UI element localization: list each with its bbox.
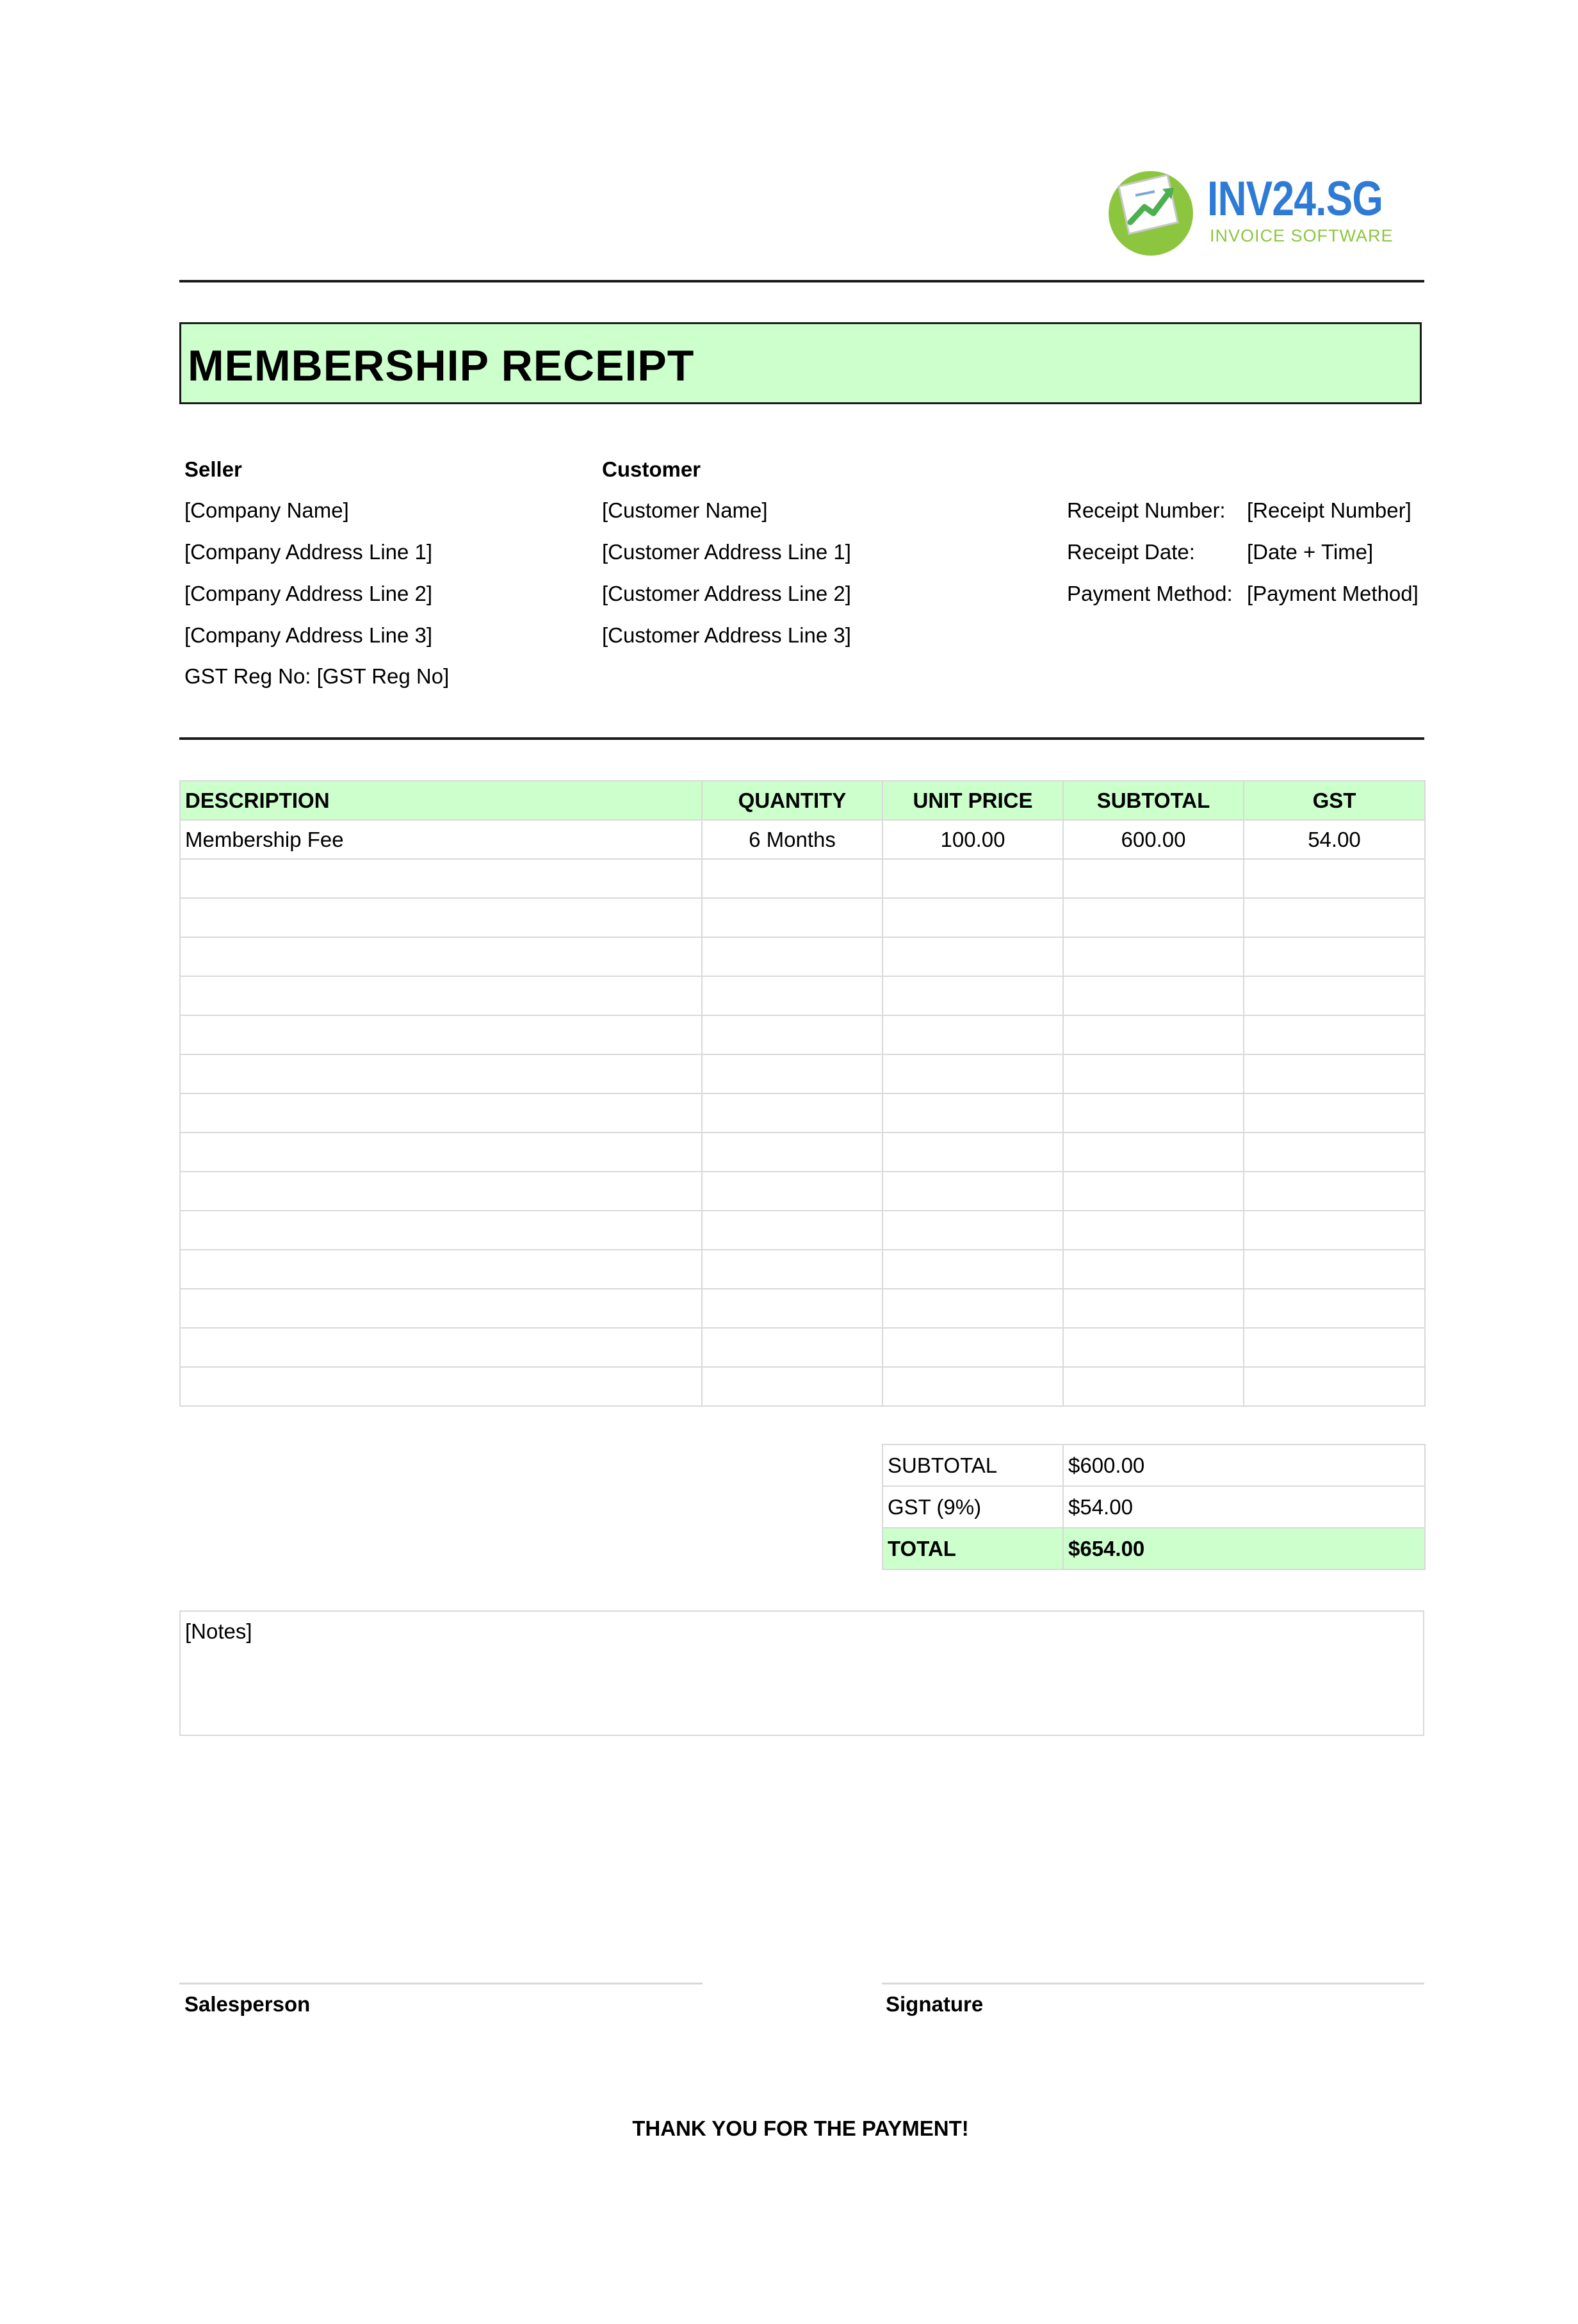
column-header-quantity: QUANTITY bbox=[702, 781, 883, 820]
receipt-number-label: Receipt Number: bbox=[1067, 498, 1226, 522]
seller-gst-reg: GST Reg No: [GST Reg No] bbox=[184, 664, 450, 688]
empty-cell bbox=[702, 1015, 883, 1054]
empty-cell bbox=[1244, 937, 1425, 976]
gst-label: GST (9%) bbox=[883, 1486, 1063, 1528]
empty-table-row bbox=[180, 1367, 1425, 1406]
empty-cell bbox=[1063, 1250, 1244, 1289]
empty-cell bbox=[702, 1328, 883, 1367]
empty-cell bbox=[702, 1172, 883, 1211]
table-row bbox=[180, 820, 1425, 859]
empty-cell bbox=[180, 1133, 702, 1172]
total-value: $654.00 bbox=[1063, 1528, 1425, 1569]
empty-cell bbox=[883, 1015, 1063, 1054]
salesperson-label: Salesperson bbox=[184, 1992, 311, 2016]
empty-cell bbox=[1063, 898, 1244, 937]
empty-cell bbox=[180, 1093, 702, 1133]
empty-cell bbox=[883, 1211, 1063, 1250]
empty-cell bbox=[1063, 1093, 1244, 1133]
empty-cell bbox=[1244, 1133, 1425, 1172]
empty-cell bbox=[883, 1289, 1063, 1328]
section-divider bbox=[179, 737, 1424, 740]
signature-line bbox=[882, 1983, 1424, 1984]
gst-row bbox=[883, 1486, 1425, 1528]
empty-cell bbox=[180, 859, 702, 898]
signature-label: Signature bbox=[886, 1992, 984, 2016]
empty-cell bbox=[1063, 1289, 1244, 1328]
empty-cell bbox=[180, 1211, 702, 1250]
empty-cell bbox=[180, 937, 702, 976]
empty-cell bbox=[1244, 1211, 1425, 1250]
empty-cell bbox=[1063, 1015, 1244, 1054]
empty-table-row bbox=[180, 859, 1425, 898]
empty-cell bbox=[883, 1093, 1063, 1133]
notes-text: [Notes] bbox=[185, 1619, 252, 1643]
empty-cell bbox=[1063, 1054, 1244, 1093]
total-label: TOTAL bbox=[883, 1528, 1063, 1569]
empty-cell bbox=[180, 1250, 702, 1289]
item-quantity: 6 Months bbox=[702, 820, 883, 859]
empty-cell bbox=[1063, 859, 1244, 898]
subtotal-row bbox=[883, 1444, 1425, 1486]
empty-cell bbox=[1063, 937, 1244, 976]
company-logo bbox=[1105, 163, 1394, 259]
receipt-number-value: [Receipt Number] bbox=[1247, 498, 1411, 522]
top-divider bbox=[179, 280, 1424, 282]
empty-table-row bbox=[180, 1250, 1425, 1289]
receipt-date-label: Receipt Date: bbox=[1067, 540, 1195, 564]
column-header-description: DESCRIPTION bbox=[180, 781, 702, 820]
customer-line: [Customer Address Line 1] bbox=[602, 540, 851, 564]
empty-cell bbox=[1244, 1054, 1425, 1093]
seller-line: [Company Name] bbox=[184, 498, 349, 522]
empty-cell bbox=[180, 1054, 702, 1093]
empty-cell bbox=[1244, 1328, 1425, 1367]
empty-table-row bbox=[180, 1093, 1425, 1133]
empty-cell bbox=[1244, 1015, 1425, 1054]
gst-value: $54.00 bbox=[1063, 1486, 1425, 1528]
empty-cell bbox=[883, 859, 1063, 898]
empty-cell bbox=[1063, 1328, 1244, 1367]
empty-cell bbox=[702, 1289, 883, 1328]
empty-cell bbox=[1244, 1367, 1425, 1406]
empty-cell bbox=[883, 1133, 1063, 1172]
empty-table-row bbox=[180, 1133, 1425, 1172]
column-header-gst: GST bbox=[1244, 781, 1425, 820]
empty-cell bbox=[180, 1367, 702, 1406]
empty-cell bbox=[883, 937, 1063, 976]
empty-cell bbox=[702, 1133, 883, 1172]
empty-cell bbox=[1063, 976, 1244, 1015]
empty-cell bbox=[1244, 976, 1425, 1015]
column-header-subtotal: SUBTOTAL bbox=[1063, 781, 1244, 820]
empty-table-row bbox=[180, 1328, 1425, 1367]
subtotal-value: $600.00 bbox=[1063, 1444, 1425, 1486]
customer-line: [Customer Address Line 2] bbox=[602, 582, 851, 605]
empty-cell bbox=[702, 859, 883, 898]
empty-cell bbox=[1244, 1250, 1425, 1289]
logo-tagline: INVOICE SOFTWARE bbox=[1210, 226, 1394, 245]
seller-heading: Seller bbox=[184, 457, 242, 481]
customer-line: [Customer Name] bbox=[602, 498, 768, 522]
empty-cell bbox=[180, 1172, 702, 1211]
page-title: MEMBERSHIP RECEIPT bbox=[188, 341, 695, 390]
empty-cell bbox=[702, 1211, 883, 1250]
seller-line: [Company Address Line 3] bbox=[184, 623, 433, 647]
item-description: Membership Fee bbox=[180, 820, 702, 859]
empty-cell bbox=[1063, 1367, 1244, 1406]
empty-table-row bbox=[180, 976, 1425, 1015]
customer-heading: Customer bbox=[602, 457, 701, 481]
empty-cell bbox=[180, 898, 702, 937]
title-banner bbox=[179, 322, 1422, 404]
payment-method-label: Payment Method: bbox=[1067, 582, 1233, 605]
empty-table-row bbox=[180, 898, 1425, 937]
items-table bbox=[179, 780, 1426, 1407]
empty-cell bbox=[883, 1328, 1063, 1367]
empty-table-row bbox=[180, 1211, 1425, 1250]
customer-line: [Customer Address Line 3] bbox=[602, 623, 851, 647]
empty-table-row bbox=[180, 1172, 1425, 1211]
item-subtotal: 600.00 bbox=[1063, 820, 1244, 859]
empty-cell bbox=[702, 976, 883, 1015]
item-unit-price: 100.00 bbox=[883, 820, 1063, 859]
payment-method-value: [Payment Method] bbox=[1247, 582, 1419, 605]
empty-cell bbox=[1063, 1211, 1244, 1250]
empty-table-row bbox=[180, 937, 1425, 976]
totals-table bbox=[882, 1444, 1426, 1570]
logo-name: INV24.SG bbox=[1207, 172, 1383, 226]
empty-cell bbox=[702, 898, 883, 937]
empty-cell bbox=[883, 1054, 1063, 1093]
empty-cell bbox=[1244, 1172, 1425, 1211]
empty-cell bbox=[702, 1054, 883, 1093]
total-row bbox=[883, 1528, 1425, 1569]
empty-cell bbox=[180, 1015, 702, 1054]
thank-you-message: THANK YOU FOR THE PAYMENT! bbox=[632, 2116, 969, 2140]
empty-cell bbox=[1063, 1172, 1244, 1211]
empty-cell bbox=[1244, 1289, 1425, 1328]
empty-cell bbox=[702, 1250, 883, 1289]
empty-cell bbox=[702, 937, 883, 976]
table-header-row bbox=[180, 781, 1425, 820]
empty-table-row bbox=[180, 1054, 1425, 1093]
receipt-date-value: [Date + Time] bbox=[1247, 540, 1374, 564]
seller-line: [Company Address Line 1] bbox=[184, 540, 433, 564]
item-gst: 54.00 bbox=[1244, 820, 1425, 859]
empty-cell bbox=[883, 1250, 1063, 1289]
notes-box bbox=[179, 1610, 1424, 1736]
empty-cell bbox=[180, 976, 702, 1015]
empty-cell bbox=[883, 1172, 1063, 1211]
seller-line: [Company Address Line 2] bbox=[184, 582, 433, 605]
empty-cell bbox=[1244, 1093, 1425, 1133]
empty-table-row bbox=[180, 1015, 1425, 1054]
empty-cell bbox=[1244, 859, 1425, 898]
chart-arrow-icon bbox=[1105, 163, 1201, 259]
empty-cell bbox=[702, 1367, 883, 1406]
empty-cell bbox=[702, 1093, 883, 1133]
empty-cell bbox=[180, 1289, 702, 1328]
salesperson-signature-line bbox=[179, 1983, 703, 1984]
empty-table-row bbox=[180, 1289, 1425, 1328]
subtotal-label: SUBTOTAL bbox=[883, 1444, 1063, 1486]
column-header-unit-price: UNIT PRICE bbox=[883, 781, 1063, 820]
empty-cell bbox=[883, 976, 1063, 1015]
empty-cell bbox=[883, 898, 1063, 937]
empty-cell bbox=[1063, 1133, 1244, 1172]
empty-cell bbox=[883, 1367, 1063, 1406]
empty-cell bbox=[1244, 898, 1425, 937]
empty-cell bbox=[180, 1328, 702, 1367]
